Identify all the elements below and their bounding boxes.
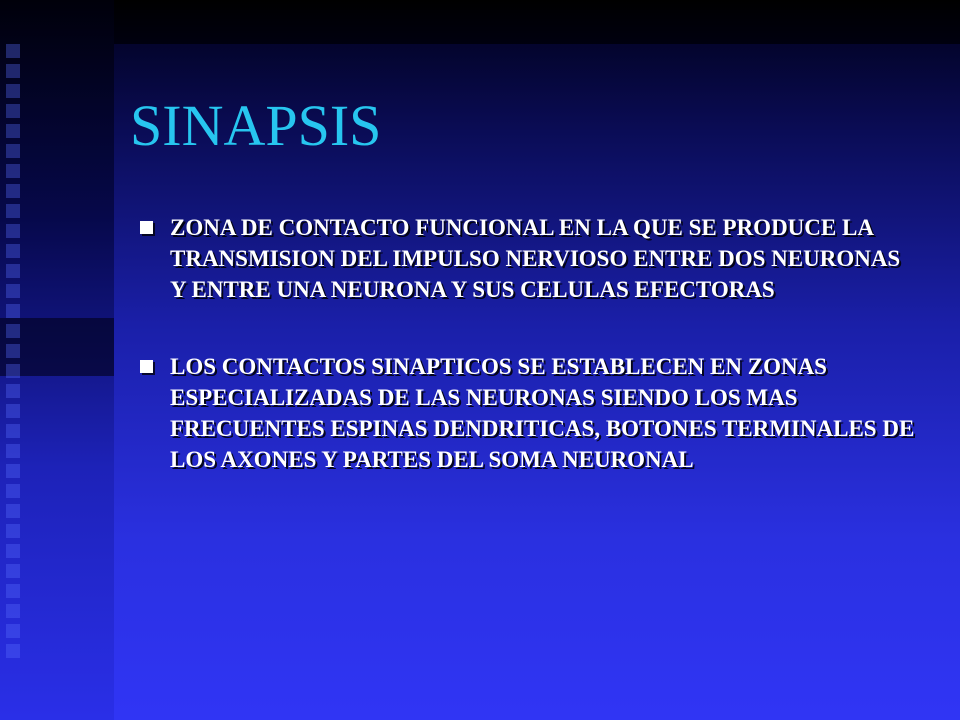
top-decorative-bar	[0, 0, 960, 44]
bullet-list	[140, 212, 920, 521]
square-bullet-icon	[140, 221, 153, 234]
side-square-pattern	[6, 44, 26, 720]
bullet-text: ZONA DE CONTACTO FUNCIONAL EN LA QUE SE PRODUCE LA TRANSMISION DEL IMPULSO NERVIOSO ENTRE DOS NEURONAS Y ENTRE UNA NEURONA Y SUS CELULAS EFECTORAS	[170, 215, 901, 302]
slide-title: SINAPSIS	[130, 93, 382, 158]
bullet-item	[140, 351, 920, 475]
left-decorative-strip	[0, 0, 114, 720]
bullet-item	[140, 212, 920, 305]
bullet-text: LOS CONTACTOS SINAPTICOS SE ESTABLECEN EN ZONAS ESPECIALIZADAS DE LAS NEURONAS SIENDO LOS MAS FRECUENTES ESPINAS DENDRITICAS, BOTONES TERMINALES DE LOS AXONES Y PARTES DEL SOMA NEURONAL	[170, 354, 915, 472]
square-bullet-icon	[140, 360, 153, 373]
